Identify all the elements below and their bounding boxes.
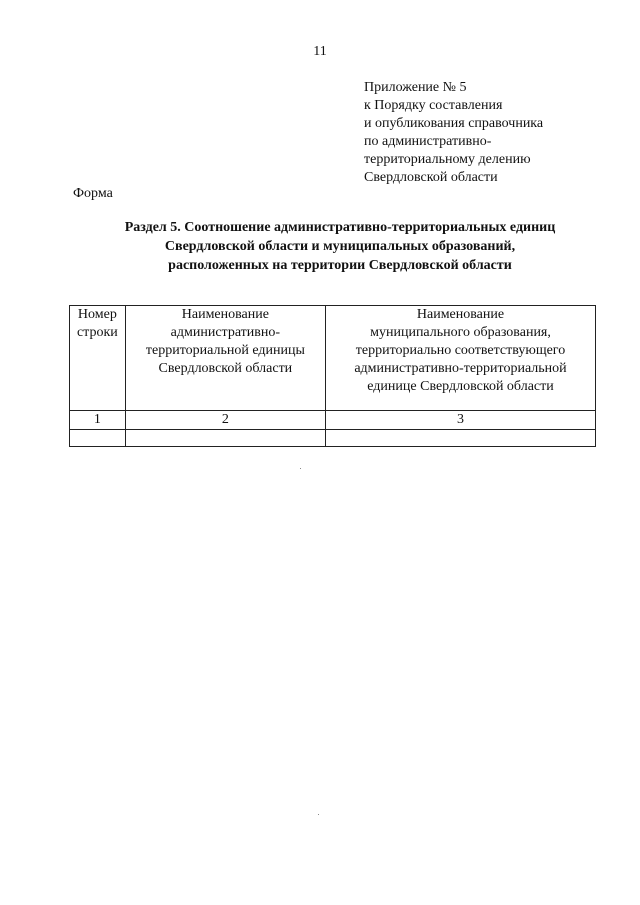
header-line: Номер: [77, 307, 117, 322]
column-number: 3: [326, 411, 596, 430]
appendix-block: [364, 79, 624, 187]
column-number: 2: [125, 411, 325, 430]
appendix-line: к Порядку составления: [364, 98, 503, 113]
appendix-line: Приложение № 5: [364, 80, 467, 95]
header-line: территориальной единицы: [145, 343, 305, 358]
appendix-line: территориальному делению: [364, 152, 531, 167]
column-number: 1: [70, 411, 126, 430]
table-cell: [125, 430, 325, 447]
page-number: 11: [313, 44, 327, 59]
header-territorial-unit: [125, 306, 325, 411]
appendix-line: Свердловской области: [364, 170, 498, 185]
table-cell: [326, 430, 596, 447]
header-line: муниципального образования,: [370, 325, 551, 340]
table-row: [70, 430, 596, 447]
section-title-line: расположенных на территории Свердловской области: [168, 258, 512, 273]
header-line: Наименование: [416, 307, 505, 322]
section-title-line: Раздел 5. Соотношение административно-территориальных единиц: [124, 220, 556, 235]
header-line: строки: [76, 325, 118, 340]
appendix-line: по административно-: [364, 134, 492, 149]
header-line: единице Свердловской области: [367, 379, 554, 394]
column-number-row: [70, 411, 596, 430]
header-municipality: [326, 306, 596, 411]
header-row-number: [70, 306, 126, 411]
table-header-row: [70, 306, 596, 411]
form-table: [69, 305, 596, 447]
header-line: Наименование: [181, 307, 269, 322]
section-title: [60, 218, 620, 275]
header-line: Свердловской области: [158, 361, 293, 376]
section-title-line: Свердловской области и муниципальных образований,: [164, 239, 516, 254]
header-line: административно-территориальной: [354, 361, 567, 376]
appendix-line: и опубликования справочника: [364, 116, 544, 131]
scan-speck: [300, 468, 301, 469]
form-label: Форма: [73, 186, 113, 201]
header-line: административно-: [170, 325, 281, 340]
table-cell: [70, 430, 126, 447]
header-line: территориально соответствующего: [355, 343, 566, 358]
scan-speck: [318, 814, 319, 815]
